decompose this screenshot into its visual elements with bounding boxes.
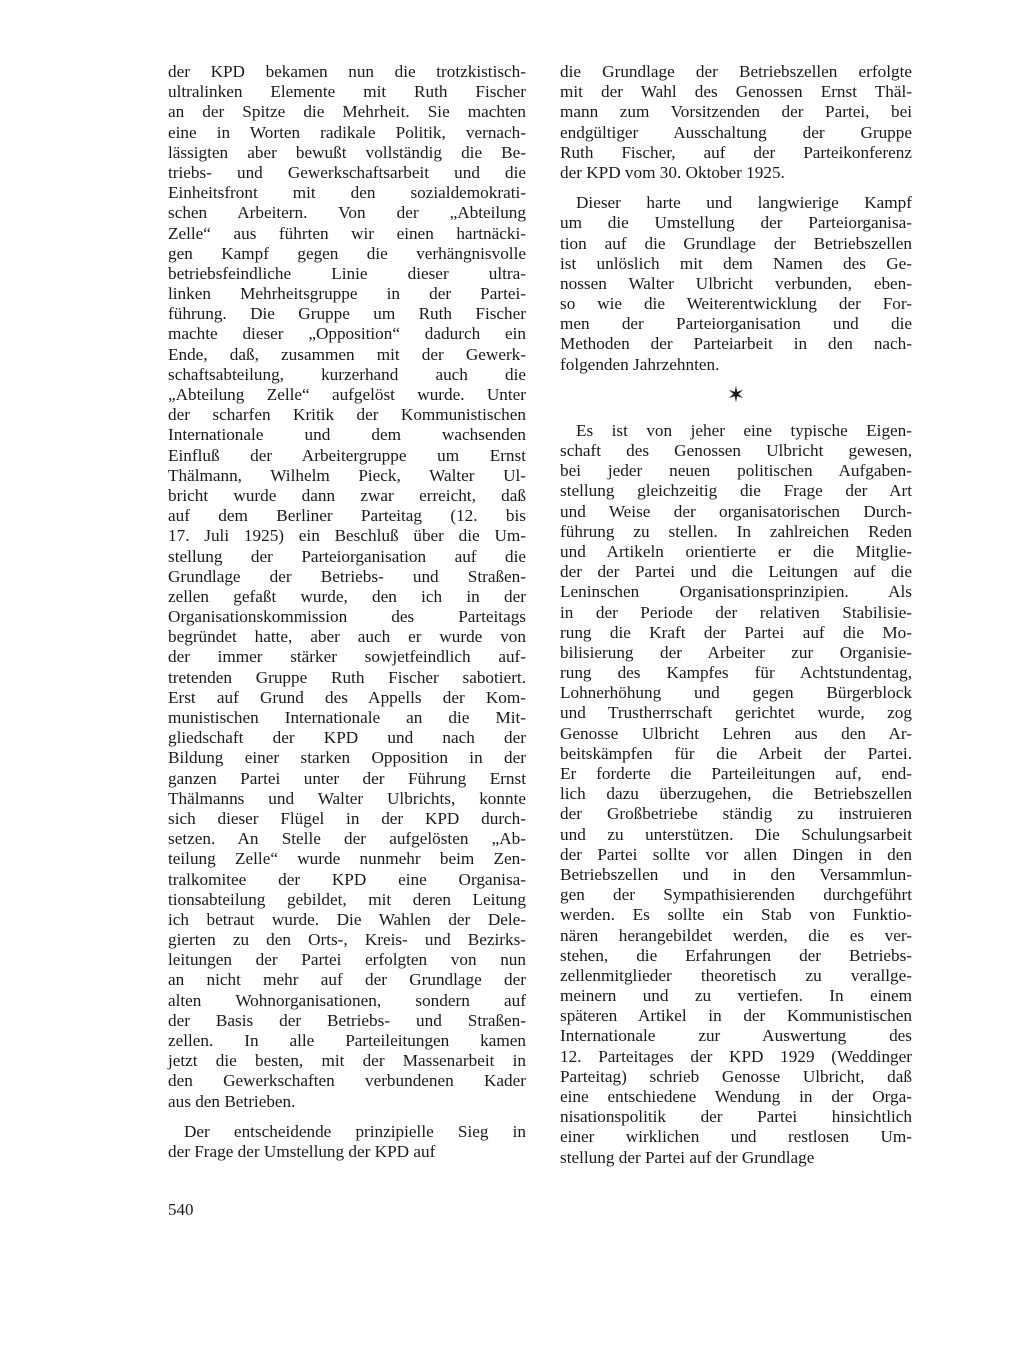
text-line: Thälmann, Wilhelm Pieck, Walter Ul-: [168, 465, 526, 485]
page-number: 540: [168, 1200, 194, 1219]
text-line: meinern und zu vertiefen. In einem: [560, 986, 912, 1006]
text-line: Er forderte die Parteileitungen auf, end-: [560, 764, 912, 783]
text-line: sich dieser Flügel in der KPD durch-: [168, 808, 526, 828]
text-line: stehen, die Erfahrungen der Betriebs-: [560, 945, 912, 965]
text-line: 17. Juli 1925) ein Beschluß über die Um-: [168, 526, 526, 546]
text-line: zellen. In alle Parteileitungen kamen: [168, 1031, 526, 1050]
text-line: alten Wohnorganisationen, sondern auf: [168, 990, 526, 1010]
text-line: späteren Artikel in der Kommunistischen: [560, 1006, 912, 1026]
right-paragraph-3: [560, 421, 912, 1168]
text-line: Bildung einer starken Opposition in der: [168, 748, 526, 768]
text-line: der KPD bekamen nun die trotzkistisch-: [168, 62, 526, 81]
paragraph-gap: [560, 183, 912, 193]
text-line: tionsabteilung gebildet, mit deren Leitung: [168, 889, 526, 909]
text-line: beitskämpfen für die Arbeit der Partei.: [560, 743, 912, 763]
text-line: an der Spitze die Mehrheit. Sie machten: [168, 102, 526, 122]
text-line: munistischen Internationale an die Mit-: [168, 708, 526, 727]
text-line: nisationspolitik der Partei hinsichtlich: [560, 1107, 912, 1127]
text-line: Lohnerhöhung und gegen Bürgerblock: [560, 683, 912, 703]
text-line: und Artikeln orientierte er die Mitglie-: [560, 541, 912, 561]
text-line: Internationale zur Auswertung des: [560, 1026, 912, 1046]
text-line: um die Umstellung der Parteiorganisa-: [560, 213, 912, 233]
text-line: stellung der Partei auf der Grundlage: [560, 1147, 815, 1167]
text-line: bricht wurde dann zwar erreicht, daß: [168, 485, 526, 505]
text-line: eine entschiedene Wendung in der Orga-: [560, 1087, 912, 1106]
text-line: lässigten aber bewußt vollständig die Be-: [168, 142, 526, 162]
text-line: die Grundlage der Betriebszellen erfolgte: [560, 62, 912, 81]
text-line: eine in Worten radikale Politik, vernach-: [168, 122, 526, 142]
text-line: der Frage der Umstellung der KPD auf: [168, 1141, 436, 1161]
text-line: führung zu stellen. In zahlreichen Reden: [560, 521, 912, 541]
text-line: tralkomitee der KPD eine Organisa-: [168, 869, 526, 889]
text-line: endgültiger Ausschaltung der Gruppe: [560, 122, 912, 142]
text-line: Parteitag) schrieb Genosse Ulbricht, daß: [560, 1066, 912, 1086]
text-line: werden. Es sollte ein Stab von Funktio-: [560, 905, 912, 925]
text-line: gen der Sympathisierenden durchgeführt: [560, 885, 912, 905]
text-line: einer wirklichen und restlosen Um-: [560, 1127, 912, 1147]
text-line: Genosse Ulbricht Lehren aus den Ar-: [560, 723, 912, 743]
section-separator-asterisk: ✶: [726, 381, 746, 407]
text-line: Ruth Fischer, auf der Parteikonferenz: [560, 142, 912, 162]
text-line: Es ist von jeher eine typische Eigen-: [576, 420, 912, 440]
text-line: schen Arbeitern. Von der „Abteilung: [168, 203, 526, 223]
text-line: und Trustherrschaft gerichtet wurde, zog: [560, 703, 912, 723]
text-line: den Gewerkschaften verbundenen Kader: [168, 1071, 526, 1091]
right-paragraph-1: [560, 62, 912, 183]
text-line: der der Partei und die Leitungen auf die: [560, 562, 912, 582]
text-line: ultralinken Elemente mit Ruth Fischer: [168, 82, 526, 102]
text-line: stellung gleichzeitig die Frage der Art: [560, 481, 912, 501]
text-line: lich dazu überzugehen, die Betriebszellen: [560, 784, 912, 804]
text-line: men der Parteiorganisation und die: [560, 314, 912, 334]
text-line: der immer stärker sowjetfeindlich auf-: [168, 647, 526, 667]
text-line: Einheitsfront mit den sozialdemokrati-: [168, 183, 526, 203]
text-line: linken Mehrheitsgruppe in der Partei-: [168, 284, 526, 304]
text-line: begründet hatte, aber auch er wurde von: [168, 627, 526, 647]
left-paragraph-2: [168, 1122, 526, 1162]
text-line: schaft des Genossen Ulbricht gewesen,: [560, 441, 912, 460]
text-line: stellung der Parteiorganisation auf die: [168, 546, 526, 566]
paragraph-gap: [168, 1112, 526, 1122]
text-line: nären herangebildet werden, die es ver-: [560, 925, 912, 945]
text-line: Leninschen Organisationsprinzipien. Als: [560, 582, 912, 602]
text-line: Einfluß der Arbeitergruppe um Ernst: [168, 445, 526, 465]
text-line: leitungen der Partei erfolgten von nun: [168, 950, 526, 970]
text-line: Internationale und dem wachsenden: [168, 425, 526, 445]
text-line: auf dem Berliner Parteitag (12. bis: [168, 506, 526, 526]
text-line: Grundlage der Betriebs- und Straßen-: [168, 566, 526, 586]
text-line: mann zum Vorsitzenden der Partei, bei: [560, 102, 912, 122]
left-paragraph-1: [168, 62, 526, 1112]
text-line: folgenden Jahrzehnten.: [560, 354, 720, 374]
text-line: gliedschaft der KPD und nach der: [168, 728, 526, 748]
text-line: nossen Walter Ulbricht verbunden, eben-: [560, 273, 912, 293]
text-line: ganzen Partei unter der Führung Ernst: [168, 768, 526, 788]
text-line: mit der Wahl des Genossen Ernst Thäl-: [560, 82, 912, 102]
text-line: der Großbetriebe ständig zu instruieren: [560, 804, 912, 824]
text-line: in der Periode der relativen Stabilisie-: [560, 602, 912, 622]
text-line: Erst auf Grund des Appells der Kom-: [168, 687, 526, 707]
right-column: [560, 62, 912, 1168]
text-line: machte dieser „Opposition“ dadurch ein: [168, 324, 526, 344]
text-line: Organisationskommission des Parteitags: [168, 607, 526, 627]
text-line: triebs- und Gewerkschaftsarbeit und die: [168, 162, 526, 182]
text-line: der KPD vom 30. Oktober 1925.: [560, 162, 785, 182]
text-line: rung des Kampfes für Achtstundentag,: [560, 663, 912, 683]
text-line: „Abteilung Zelle“ aufgelöst wurde. Unter: [168, 385, 526, 404]
text-line: gen Kampf gegen die verhängnisvolle: [168, 243, 526, 263]
text-line: 12. Parteitages der KPD 1929 (Weddinger: [560, 1046, 912, 1066]
text-line: setzen. An Stelle der aufgelösten „Ab-: [168, 829, 526, 849]
text-line: gierten zu den Orts-, Kreis- und Bezirks-: [168, 930, 526, 950]
text-line: der scharfen Kritik der Kommunistischen: [168, 405, 526, 425]
text-line: ich betraut wurde. Die Wahlen der Dele-: [168, 909, 526, 929]
text-line: tretenden Gruppe Ruth Fischer sabotiert.: [168, 667, 526, 687]
text-line: führung. Die Gruppe um Ruth Fischer: [168, 304, 526, 324]
text-line: Betriebszellen und in den Versammlun-: [560, 864, 912, 884]
text-line: an nicht mehr auf der Grundlage der: [168, 970, 526, 990]
text-line: Thälmanns und Walter Ulbrichts, konnte: [168, 788, 526, 808]
text-line: schaftsabteilung, kurzerhand auch die: [168, 364, 526, 384]
text-line: Der entscheidende prinzipielle Sieg in: [184, 1121, 526, 1141]
text-line: Dieser harte und langwierige Kampf: [576, 193, 912, 213]
text-line: der Basis der Betriebs- und Straßen-: [168, 1010, 526, 1030]
text-line: der Partei sollte vor allen Dingen in den: [560, 844, 912, 864]
left-column: [168, 62, 526, 1162]
right-paragraph-2: [560, 193, 912, 375]
text-line: Methoden der Parteiarbeit in den nach-: [560, 334, 912, 354]
text-line: und Weise der organisatorischen Durch-: [560, 501, 912, 521]
text-line: und zu unterstützen. Die Schulungsarbeit: [560, 824, 912, 844]
text-line: aus den Betrieben.: [168, 1091, 296, 1111]
text-line: so wie die Weiterentwicklung der For-: [560, 294, 912, 314]
text-line: betriebsfeindliche Linie dieser ultra-: [168, 263, 526, 283]
text-line: ist unlöslich mit dem Namen des Ge-: [560, 253, 912, 273]
text-line: jetzt die besten, mit der Massenarbeit in: [168, 1051, 526, 1071]
text-line: teilung Zelle“ wurde nunmehr beim Zen-: [168, 849, 526, 869]
text-line: Zelle“ aus führten wir einen hartnäcki-: [168, 223, 526, 243]
text-line: bei jeder neuen politischen Aufgaben-: [560, 461, 912, 481]
text-line: Ende, daß, zusammen mit der Gewerk-: [168, 344, 526, 364]
text-line: zellenmitglieder theoretisch zu verallge-: [560, 965, 912, 985]
text-line: tion auf die Grundlage der Betriebszellen: [560, 233, 912, 253]
text-line: rung die Kraft der Partei auf die Mo-: [560, 622, 912, 642]
text-line: zellen gefaßt wurde, den ich in der: [168, 586, 526, 606]
text-line: bilisierung der Arbeiter zur Organisie-: [560, 642, 912, 662]
